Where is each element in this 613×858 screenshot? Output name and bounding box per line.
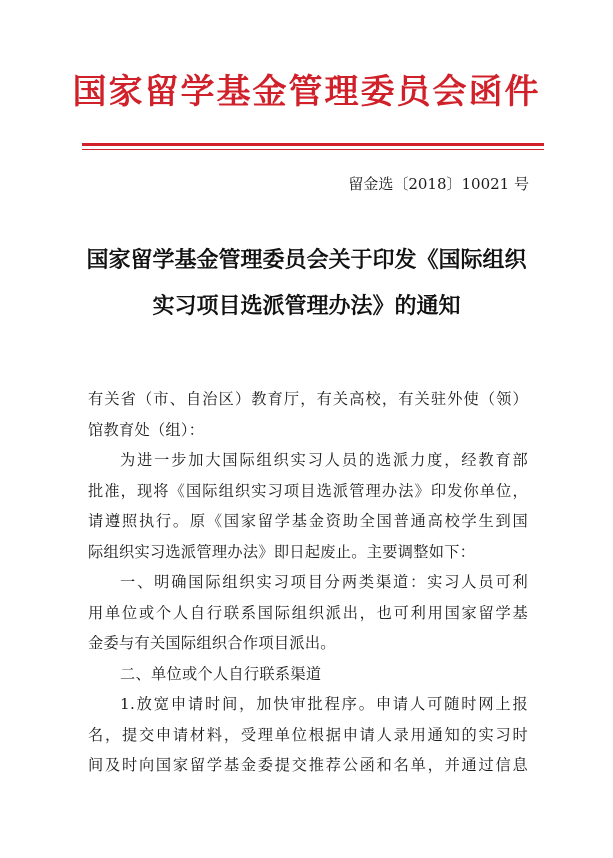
salutation-line: 有关省（市、自治区）教育厅，有关高校，有关驻外使（领） [88,390,528,408]
paragraph-line: 请遵照执行。原《国家留学基金资助全国普通高校学生到国 [88,512,528,530]
paragraph-line: 1.放宽申请时间，加快审批程序。申请人可随时网上报 [120,695,528,713]
letterhead-rule-thick [82,143,544,146]
paragraph-line: 用单位或个人自行联系国际组织派出，也可利用国家留学基 [88,603,528,622]
salutation-line: 馆教育处（组）： [88,420,205,439]
paragraph-line: 为进一步加大国际组织实习人员的选派力度，经教育部 [120,451,528,469]
document-number: 留金选〔2018〕10021 号 [348,175,529,193]
paragraph-line: 金委与有关国际组织合作项目派出。 [88,634,336,652]
document-title-line-1: 国家留学基金管理委员会关于印发《国际组织 [86,248,527,273]
document-body [88,384,528,781]
paragraph-line: 名，提交申请材料，受理单位根据申请人录用通知的实习时 [88,725,528,744]
paragraph-line: 一、明确国际组织实习项目分两类渠道：实习人员可利 [120,573,528,591]
letterhead-rule-thin [82,149,544,150]
paragraph-line: 际组织实习选派管理办法》即日起废止。主要调整如下： [88,542,476,561]
document-title-line-2: 实习项目选派管理办法》的通知 [152,294,461,319]
paragraph-line: 间及时向国家留学基金委提交推荐公函和名单，并通过信息 [88,756,528,774]
letterhead-title: 国家留学基金管理委员会函件 [72,72,541,112]
paragraph-line: 批准，现将《国际组织实习项目选派管理办法》印发你单位， [88,481,528,500]
section-heading: 二、单位或个人自行联系渠道 [120,664,322,683]
